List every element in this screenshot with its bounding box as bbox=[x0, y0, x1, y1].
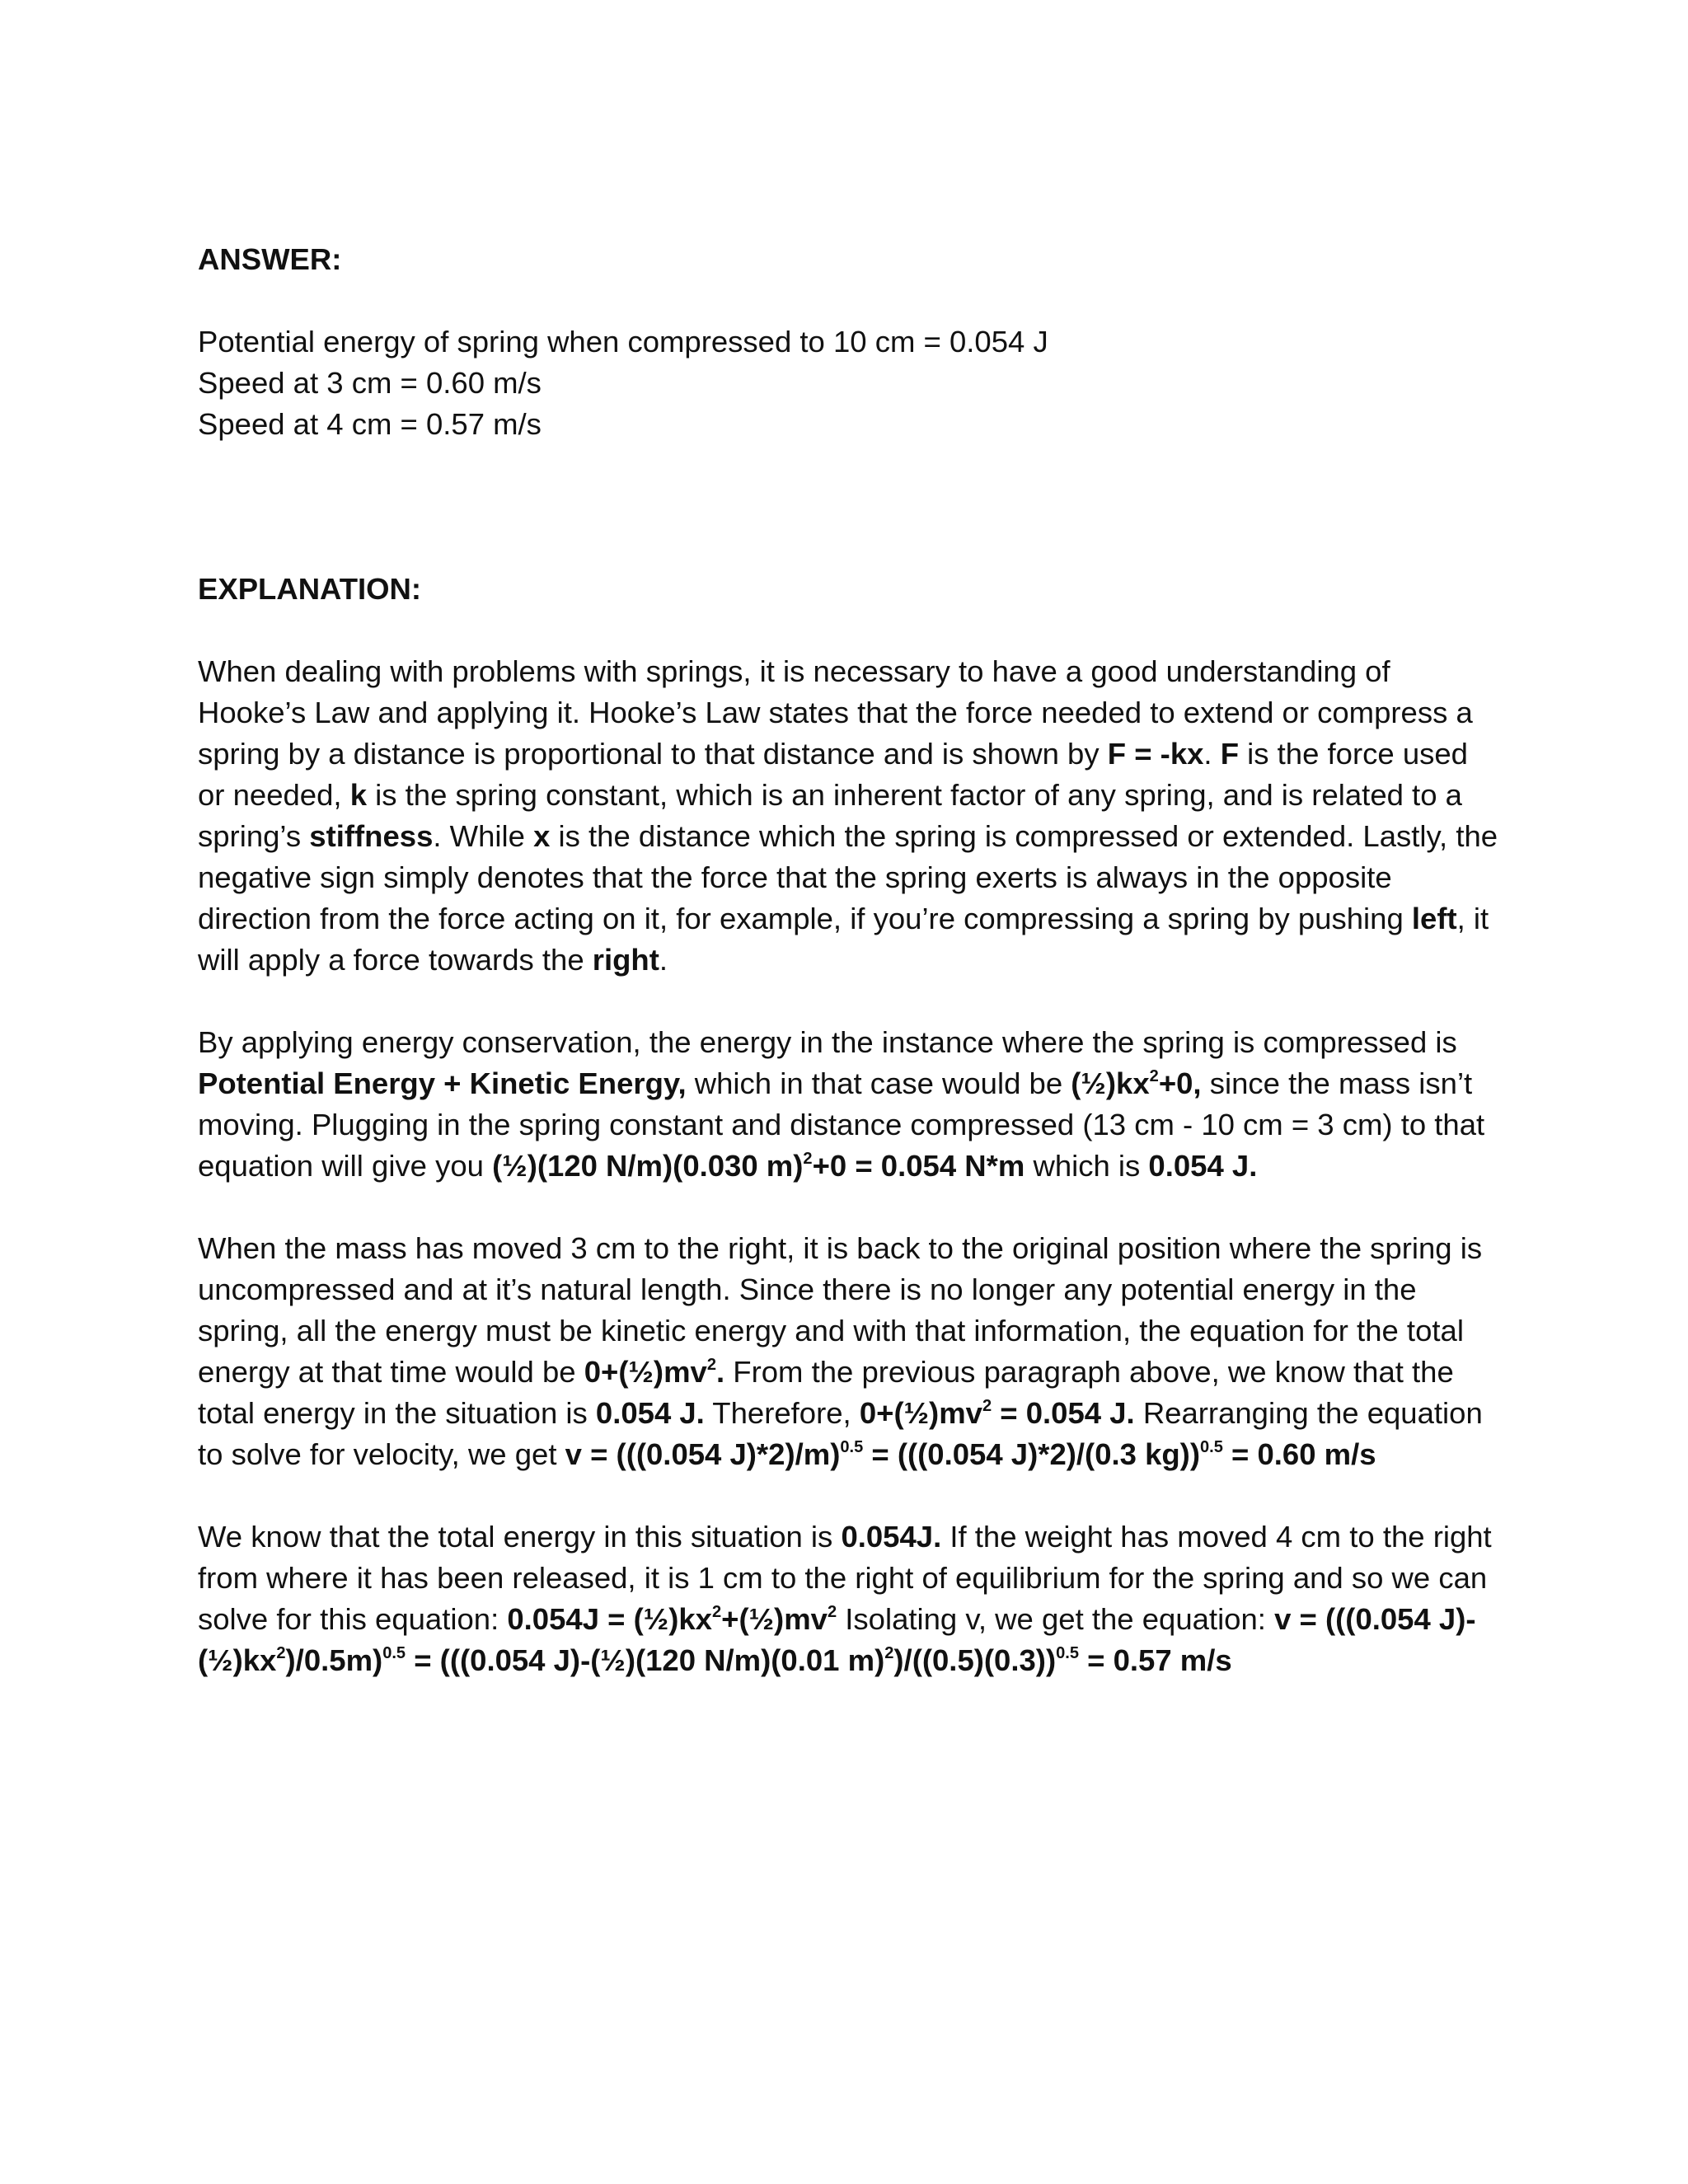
text-run: We know that the total energy in this situation is bbox=[198, 1520, 842, 1554]
text-run: Therefore, bbox=[704, 1396, 860, 1430]
paragraph-hookes-law bbox=[198, 651, 1500, 981]
text-run: , it will apply a force towards the bbox=[198, 902, 1489, 977]
formula-part: (½)(120 N/m)(0.030 m) bbox=[492, 1149, 804, 1183]
formula-run bbox=[860, 1396, 1135, 1430]
formula-part: = (((0.054 J)*2)/(0.3 kg)) bbox=[863, 1437, 1200, 1471]
superscript: 2 bbox=[827, 1602, 837, 1621]
superscript: 2 bbox=[884, 1643, 894, 1662]
text-run: which in that case would be bbox=[686, 1066, 1071, 1100]
bold-run: 0.054J. bbox=[841, 1520, 942, 1554]
paragraph-speed-at-4cm bbox=[198, 1516, 1500, 1681]
formula-run bbox=[1071, 1066, 1201, 1100]
formula-part: )/((0.5)(0.3)) bbox=[893, 1643, 1057, 1677]
explanation-heading: EXPLANATION: bbox=[198, 572, 422, 606]
formula-part: = (((0.054 J)-(½)(120 N/m)(0.01 m) bbox=[406, 1643, 885, 1677]
text-run: . bbox=[659, 943, 668, 977]
bold-run: x bbox=[533, 819, 551, 853]
answer-speed-4cm: Speed at 4 cm = 0.57 m/s bbox=[198, 407, 542, 441]
formula-part: +0 = 0.054 N*m bbox=[812, 1149, 1025, 1183]
text-run: which is bbox=[1025, 1149, 1149, 1183]
formula-part: )/0.5m) bbox=[285, 1643, 383, 1677]
bold-run: stiffness bbox=[309, 819, 434, 853]
superscript: 2 bbox=[803, 1149, 813, 1168]
formula-part: 0+(½)mv bbox=[584, 1355, 707, 1389]
text-run: When the mass has moved 3 cm to the right, it is back to the original position where the spring is uncompressed and at it’s natural length. Since there is no longer any potential energy in the spring, all the energy must be kinetic energy and with that information, the equation for the total energy at that time would be bbox=[198, 1231, 1483, 1389]
superscript: 0.5 bbox=[382, 1643, 406, 1662]
formula-run bbox=[507, 1602, 837, 1636]
bold-run: left bbox=[1411, 902, 1457, 935]
superscript: 2 bbox=[1149, 1066, 1159, 1085]
formula-part: = 0.57 m/s bbox=[1079, 1643, 1232, 1677]
superscript: 0.5 bbox=[1200, 1437, 1223, 1456]
answer-speed-3cm: Speed at 3 cm = 0.60 m/s bbox=[198, 366, 542, 400]
answer-heading: ANSWER: bbox=[198, 242, 342, 276]
text-run: is the spring constant, which is an inherent factor of any spring, and is related to a spring’s bbox=[198, 778, 1462, 853]
formula-part: 0.054J = (½)kx bbox=[507, 1602, 712, 1636]
formula-part: (½)kx bbox=[1071, 1066, 1150, 1100]
formula-part: = 0.60 m/s bbox=[1222, 1437, 1376, 1471]
answer-potential-energy: Potential energy of spring when compressed to 10 cm = 0.054 J bbox=[198, 325, 1048, 359]
text-run: By applying energy conservation, the energy in the instance where the spring is compressed is bbox=[198, 1025, 1457, 1059]
formula-part: v = (((0.054 J)*2)/m) bbox=[565, 1437, 841, 1471]
text-run: is the distance which the spring is compressed or extended. Lastly, the negative sign simply denotes that the force that the spring exerts is always in the opposite direction from the force acting on it, for example, if you’re compressing a spring by pushing bbox=[198, 819, 1498, 935]
bold-run: right bbox=[592, 943, 659, 977]
text-run: If the weight has moved 4 cm to the right from where it has been released, it is 1 cm to the right of equilibrium for the spring and so we can solve for this equation: bbox=[198, 1520, 1492, 1636]
formula-run bbox=[584, 1355, 724, 1389]
formula-part: +(½)mv bbox=[721, 1602, 828, 1636]
text-run: When dealing with problems with springs, it is necessary to have a good understanding of Hooke’s Law and applying it. Hooke’s Law states that the force needed to extend or compress a spring by a distance is proportional to that distance and is shown by bbox=[198, 654, 1473, 771]
superscript: 2 bbox=[711, 1602, 722, 1621]
formula-run bbox=[565, 1437, 1376, 1471]
answer-list bbox=[198, 321, 1500, 445]
bold-run: 0.054 J. bbox=[1148, 1149, 1258, 1183]
superscript: 2 bbox=[706, 1355, 716, 1374]
text-run: is the force used or needed, bbox=[198, 737, 1468, 812]
paragraph-energy-conservation bbox=[198, 1022, 1500, 1187]
bold-run: F bbox=[1220, 737, 1240, 771]
paragraph-speed-at-3cm bbox=[198, 1228, 1500, 1475]
bold-run: Potential Energy + Kinetic Energy, bbox=[198, 1066, 687, 1100]
superscript: 2 bbox=[982, 1396, 992, 1415]
text-run: Rearranging the equation to solve for velocity, we get bbox=[198, 1396, 1483, 1471]
text-run: From the previous paragraph above, we know that the total energy in the situation is bbox=[198, 1355, 1454, 1430]
text-run: Isolating v, we get the equation: bbox=[837, 1602, 1275, 1636]
bold-run: k bbox=[349, 778, 367, 812]
superscript: 0.5 bbox=[1056, 1643, 1080, 1662]
formula-part: = 0.054 J. bbox=[992, 1396, 1135, 1430]
formula-part: . bbox=[716, 1355, 725, 1389]
text-run: . bbox=[1203, 737, 1221, 771]
formula-part: v = (((0.054 J)-(½)kx bbox=[198, 1602, 1476, 1677]
formula-run bbox=[492, 1149, 1025, 1183]
formula-part: 0+(½)mv bbox=[859, 1396, 982, 1430]
text-run: . While bbox=[433, 819, 534, 853]
document-page bbox=[198, 239, 1500, 1722]
bold-run: F = -kx bbox=[1107, 737, 1204, 771]
formula-part: +0, bbox=[1158, 1066, 1202, 1100]
superscript: 0.5 bbox=[840, 1437, 864, 1456]
superscript: 2 bbox=[276, 1643, 286, 1662]
bold-run: 0.054 J. bbox=[595, 1396, 705, 1430]
text-run: since the mass isn’t moving. Plugging in the spring constant and distance compressed (13 cm - 10 cm = 3 cm) to that equation will give you bbox=[198, 1066, 1485, 1183]
